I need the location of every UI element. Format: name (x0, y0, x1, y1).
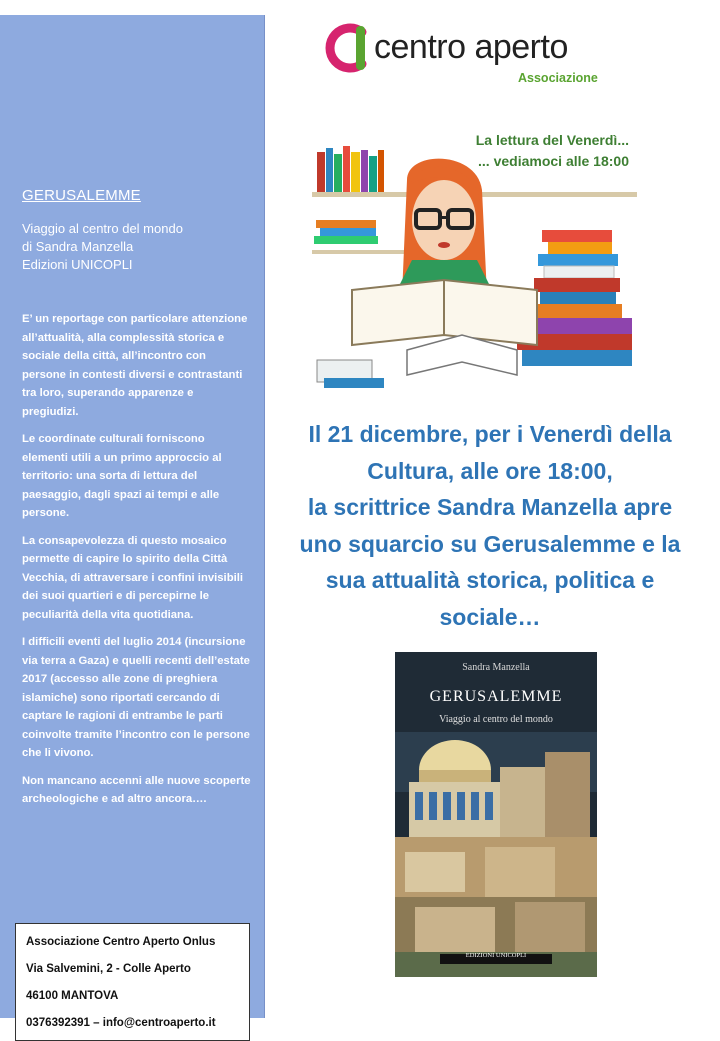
book-cover-subtitle: Viaggio al centro del mondo (439, 714, 553, 725)
book-cover-title: GERUSALEMME (429, 688, 563, 705)
paragraph: E’ un reportage con particolare attenzione all’attualità, alla complessità storica e sociale della città, all’incontro con persone in contesti diversi e contrastanti tra loro, superando apparenze e pregiudizi. (22, 313, 248, 418)
book-title-heading: GERUSALEMME (22, 187, 141, 204)
headline-line: Il 21 dicembre, per i Venerdì della (308, 421, 672, 447)
paragraph: La consapevolezza di questo mosaico permette di capire lo spirito della Città Vecchia, di attraversare i confini invisibili dei suoi quartieri e di percepirne le peculiarità della vita quotidiana. (22, 534, 244, 621)
contact-org: Associazione Centro Aperto Onlus (26, 936, 216, 948)
headline-line: uno squarcio su Gerusalemme e la (299, 530, 681, 557)
book-publisher: EDIZIONI UNICOPLI (465, 952, 527, 959)
headline-line: Cultura, alle ore 18:00, (367, 457, 613, 484)
logo-wordmark: centro aperto (374, 28, 568, 66)
contact-phone-email[interactable]: 0376392391 – info@centroaperto.it (26, 1017, 216, 1029)
description (22, 310, 252, 818)
publisher-line: Edizioni UNICOPLI (22, 257, 133, 272)
paragraph: Le coordinate culturali forniscono elementi utili a un primo approccio al territorio: una sorta di lettura del paesaggio, dagli spazi ai tempi e alle persone. (22, 433, 222, 519)
headline-line: la scrittrice Sandra Manzella apre (307, 494, 673, 520)
book-cover (395, 652, 597, 977)
contact-box (15, 923, 250, 1041)
subtitle-line: Viaggio al centro del mondo (22, 221, 183, 236)
contact-city: 46100 MANTOVA (26, 990, 119, 1002)
headline-line: sociale… (439, 603, 541, 630)
caption-line: La lettura del Venerdì... (475, 132, 629, 148)
event-headline (270, 416, 710, 635)
illustration-caption (476, 130, 629, 172)
author-line: di Sandra Manzella (22, 239, 134, 254)
logo-mark-icon (322, 20, 376, 76)
logo-association: Associazione (518, 71, 598, 85)
paragraph: Non mancano accenni alle nuove scoperte archeologiche e ad altro ancora…. (22, 774, 251, 805)
paragraph: I difficili eventi del luglio 2014 (incursione via terra a Gaza) e quelli recenti dell’estate 2017 (accesso alle zone di preghiera islamiche) sono riportati cercando di captare le ragioni di entrambe le parti coinvolte tramite l’incontro con le persone che li vivono. (22, 636, 250, 759)
caption-line: ... vediamoci alle 18:00 (478, 153, 629, 169)
reading-illustration (312, 120, 637, 395)
book-subtitle (22, 220, 183, 274)
contact-address: Via Salvemini, 2 - Colle Aperto (26, 963, 191, 975)
headline-line: sua attualità storica, politica e (325, 567, 655, 593)
book-author: Sandra Manzella (462, 662, 530, 673)
centro-aperto-logo (322, 18, 622, 90)
sidebar (0, 15, 265, 1029)
